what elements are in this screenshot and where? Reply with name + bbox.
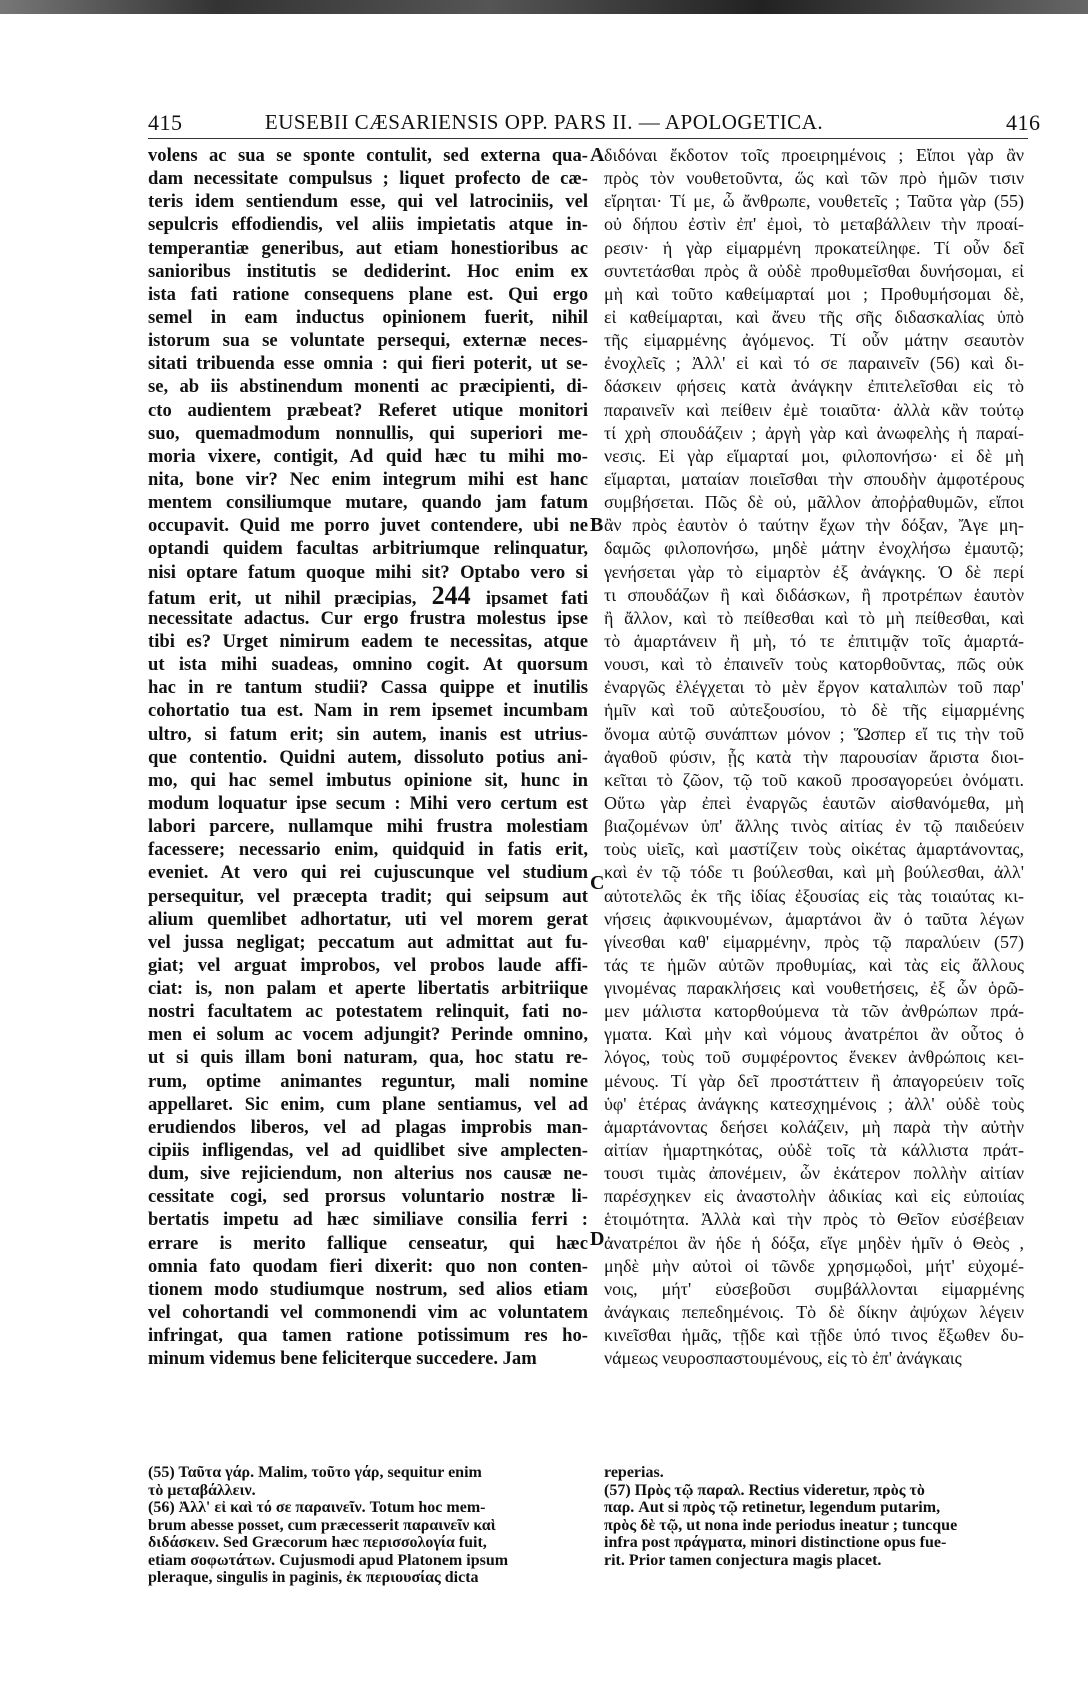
greek-text-line: παραινεῖν καὶ πείθειν ἐμὲ τοιαῦτα· ἀλλὰ κἂν τούτῳ (604, 399, 1024, 420)
greek-text-line: ὄνομα αὐτῷ συνάπτων μόνον ; Ὥσπερ εἴ τις τὴν τοῦ (604, 723, 1024, 744)
latin-text-line: giat; vel arguat improbos, vel probos laude affi- (148, 954, 588, 976)
latin-text-line: omnia fato quodam fieri dixerit: quo non conten- (148, 1255, 588, 1277)
footnotes-left (148, 1464, 588, 1587)
greek-text-line: τάς τε ἡμῶν αὐτῶν προθυμίας, καὶ τὰς εἰς ἄλλους (604, 954, 1024, 975)
latin-text-line: facessere; necessario enim, quidquid in fatis erit, (148, 839, 588, 861)
greek-text-line: νεσις. Εἰ γὰρ εἵμαρταί μοι, φιλοπονήσω· εἰ δὲ μὴ (604, 445, 1024, 466)
latin-text-line: volens ac sua se sponte contulit, sed externa qua- (148, 145, 588, 166)
latin-text-line: nita, bone vir? Nec enim integrum mihi est hanc (148, 468, 588, 490)
latin-text-line: cessitate cogi, sed prorsus voluntario nostræ li- (148, 1186, 588, 1208)
margin-letter-b: B (590, 514, 604, 536)
latin-text-line: vel cohortandi vel commonendi vim ac voluntatem (148, 1302, 588, 1324)
greek-text-line: μεν μάλιστα κατορθούμενα τὰ τῶν ἀνθρώπων πρά- (604, 1001, 1024, 1022)
latin-text-line: ut si quis illam boni naturam, qua, hoc statu re- (148, 1047, 588, 1069)
latin-text-line: nostri facultatem ac potestatem relinquit, fati no- (148, 1001, 588, 1023)
latin-text-line: men ei solum ac vocem adjungit? Perinde omnino, (148, 1024, 588, 1046)
latin-text-line: eveniet. At vero qui rei cujuscunque vel studium (148, 862, 588, 884)
greek-text-line: γενήσεται γὰρ τὸ εἱμαρτὸν ἐξ ἀνάγκης. Ὁ δὲ περί (604, 561, 1024, 582)
latin-text-line: mo, qui hac semel imbutus opinione sit, hunc in (148, 769, 588, 791)
latin-text-line: ultro, si fatum erit; sin autem, inanis est utrius- (148, 723, 588, 745)
latin-text-line: mentem consiliumque mutare, quando jam fatum (148, 492, 588, 514)
footnote-line: παρ. Aut si πρὸς τῷ retinetur, legendum putarim, (604, 1499, 941, 1516)
latin-text-line: istorum sua se voluntate persequi, externæ neces- (148, 330, 588, 352)
footnote-line: διδάσκειν. Sed Græcorum hæc περισσολογία fuit, (148, 1534, 487, 1551)
latin-text-line: dam necessitate compulsus ; liquet profecto de cæ- (148, 168, 588, 190)
greek-text-line: τὸ ἁμαρτάνειν ἢ μὴ, τό τε ἐπιτιμᾷν τοῖς ἁμαρτά- (604, 630, 1024, 651)
latin-column (148, 144, 588, 1370)
greek-text-line: ἂν πρὸς ἑαυτὸν ὁ ταύτην ἔχων τὴν δόξαν, Ἄγε μη- (604, 515, 1024, 536)
greek-text-line: εἰ καθείμαρται, καὶ ἄνευ τῆς σῆς διδασκαλίας ὑπὸ (604, 306, 1024, 327)
footnotes-right (604, 1464, 1024, 1569)
page-number-right: 416 (1006, 110, 1041, 135)
latin-text-line: dum, sive rejiciendum, non alterius nos causæ ne- (148, 1163, 588, 1185)
footnote-line: pleraque, singulis in paginis, ἐκ περιουσίας dicta (148, 1569, 479, 1586)
greek-text-line: συντετάσθαι πρὸς ἃ οὐδὲ προθυμεῖσθαι δυνήσομαι, εἰ (604, 260, 1024, 281)
greek-text-line: τί χρὴ σπουδάζειν ; ἀργὴ γὰρ καὶ ἀνωφελὴς ἡ παραί- (604, 422, 1024, 443)
greek-text-line: μηδὲ μὴν αὐτοὶ οἱ τῶνδε χρησμῳδοὶ, μήτ' εὐχομέ- (604, 1255, 1024, 1276)
latin-text-line: sepulcris effodiendis, vel aliis impietatis atque in- (148, 214, 588, 236)
greek-text-line: ἀνατρέποι ἂν ἡδε ἡ δόξα, εἴγε μηδὲν ἡμῖν ὁ Θεὸς , (604, 1232, 1024, 1253)
margin-letter-d: D (590, 1228, 605, 1250)
latin-text-line: cohortatio tua est. Nam in rem ipsemet incumbam (148, 700, 588, 722)
greek-text-line: νουσι, καὶ τὸ ἐπαινεῖν τοὺς κατορθοῦντας, πῶς οὐκ (604, 654, 1024, 675)
greek-text-line: οὐ δήπου ἐστὶν ἐπ' ἐμοὶ, τὸ μεταβάλλειν τὴν προαί- (604, 214, 1024, 235)
greek-text-line: πρὸς τὸν νουθετοῦντα, ὥς καὶ τῶν πρὸ ἡμῶν τισιν (604, 168, 1024, 189)
greek-text-line: ἐναργῶς ἐλέγχεται τὸ μὲν ἔργον καταλιπὼν τοῦ παρ' (604, 677, 1024, 698)
greek-text-line: παρέσχηκεν εἰς ἀναστολὴν ἀδικίας καὶ εἰς εὐποιίας (604, 1186, 1024, 1207)
footnote-line: reperias. (604, 1464, 664, 1481)
latin-text-line: tionem modo studiumque nostrum, sed alios etiam (148, 1278, 588, 1300)
greek-text-line: ἐνοχλεῖς ; Ἀλλ' εἰ καὶ τό σε παραινεῖν (56) καὶ δι- (604, 353, 1024, 374)
footnote-line: (55) Ταῦτα γάρ. Malim, τοῦτο γάρ, sequitur enim (148, 1464, 482, 1481)
greek-text-line: γματα. Καὶ μὴν καὶ νόμους ἀνατρέποι ἂν οὗτος ὁ (604, 1024, 1024, 1045)
latin-text-line: suo, quemadmodum nonnullis, qui superiori me- (148, 422, 588, 444)
latin-text-line: necessitate adactus. Cur ergo frustra molestus ipse (148, 607, 588, 629)
footnote-line: (57) Πρὸς τῷ παραλ. Rectius videretur, πρὸς τὸ (604, 1481, 925, 1499)
greek-text-line: δαμῶς φιλοπονήσω, μηδὲ μάτην ἐνοχλήσω ἐμαυτῷ; (604, 538, 1024, 559)
greek-text-line: ὑφ' ἑτέρας ἀνάγκης κατεσχημένοις ; ἀλλ' οὐδὲ τοὺς (604, 1093, 1024, 1114)
greek-text-line: ἁμαρτάνοντας δεήσει κολάζειν, μὴ παρὰ τὴν αὐτὴν (604, 1116, 1024, 1137)
greek-text-line: μένους. Τί γὰρ δεῖ προστάττειν ἢ ἀπαγορεύειν τοῖς (604, 1070, 1024, 1091)
greek-text-line: νοις, μήτ' εὐσεβοῦσι συμβάλλονται εἱμαρμένης (604, 1278, 1024, 1299)
greek-text-line: τοὺς υἱεῖς, καὶ μαστίζειν τοὺς οἰκέτας ἁμαρτάνοντας, (604, 839, 1024, 860)
greek-text-line: κινεῖσθαι ἡμᾶς, τῇδε καὶ τῇδε ὑπό τινος ἔξωθεν δυ- (604, 1325, 1024, 1346)
latin-text-line: rum, optime animantes reguntur, mali nomine (148, 1070, 588, 1092)
footnote-line: πρὸς δὲ τῷ, ut nona inde periodus ineatur ; tuncque (604, 1516, 958, 1534)
latin-text-line: ciat: is, non palam et aperte libertatis arbitriique (148, 978, 588, 1000)
latin-text-line-tail: ipsamet fati (485, 587, 588, 607)
latin-text-line: minum videmus bene feliciterque succedere. Jam (148, 1348, 537, 1370)
greek-text-line: εἵμαρται, ματαίαν ποιεῖσθαι τὴν σπουδὴν ἀμφοτέρους (604, 468, 1024, 489)
greek-text-line: νήσεις ἀφικνουμένων, ἁμαρτάνοι ἂν ὁ ταῦτα λέγων (604, 908, 1024, 929)
latin-text-line: persequitur, vel præcepta tradit; qui seipsum aut (148, 885, 588, 907)
latin-text-line: que contentio. Quidni autem, dissoluto potius ani- (148, 746, 588, 768)
greek-text-line: ρεσιν· ἡ γὰρ εἱμαρμένη προκατείληφε. Τί οὖν δεῖ (604, 237, 1024, 258)
greek-text-line: Οὕτω γὰρ ἐπεὶ ἐναργῶς ἑαυτῶν αἰσθανόμεθα, μὴ (604, 792, 1024, 813)
latin-text-line: teris idem sentiendum esse, qui vel latrociniis, vel (148, 191, 588, 213)
latin-text-line: cipiis infligendas, vel ad quidlibet sive amplecten- (148, 1140, 588, 1162)
greek-column (604, 144, 1024, 1370)
greek-text-line: ἢ ἄλλον, καὶ τὸ πείθεσθαι καὶ τὸ μὴ πείθεσθαι, καὶ (604, 607, 1024, 628)
footnote-line: (56) Ἀλλ' εἰ καὶ τό σε παραινεῖν. Totum hoc mem- (148, 1499, 486, 1516)
latin-text-line: semel in eam inductus opinionem fuerit, nihil (148, 306, 588, 328)
latin-text-line: erudiendos liberos, vel ad plagas improbis man- (148, 1116, 588, 1138)
footnote-line: rit. Prior tamen conjectura magis placet. (604, 1551, 882, 1569)
latin-text-line: ut ista mihi suadeas, omnino cogit. At quorsum (148, 654, 588, 676)
footnote-line: τὸ μεταβάλλειν. (148, 1481, 256, 1499)
footnote-line: brum abesse posset, cum præcesserit παραινεῖν καὶ (148, 1516, 496, 1534)
margin-letter-a: A (590, 144, 605, 166)
greek-text-line: δάσκειν φήσεις κατὰ ἀνάγκην ἐπιτελεῖσθαι εἰς τὸ (604, 376, 1024, 397)
page-number-left: 415 (148, 110, 183, 135)
latin-text-line: nisi optare fatum quoque mihi sit? Optabo vero si (148, 561, 588, 583)
latin-text-line: sitati tribuenda esse omnia : qui fieri poterit, ut se- (148, 353, 588, 375)
greek-text-line: ἀνάγκαις πεπεδημένοις. Τὸ δὲ δίκην ἀψύχων λέγειν (604, 1302, 1024, 1323)
latin-text-line: bertatis impetu ad hæc similiave consilia ferri : (148, 1209, 588, 1231)
latin-text-line: labori parcere, nullamque mihi frustra molestiam (148, 816, 588, 838)
greek-text-line: ἀγαθοῦ φύσιν, ᾗς κατὰ τὴν παρουσίαν ἄριστα διοι- (604, 746, 1024, 767)
latin-text-line: modum loquatur ipse secum : Mihi vero certum est (148, 792, 588, 814)
greek-text-line: νάμεως νευροσπαστουμένους, εἰς τὸ ἐπ' ἀνάγκαις (604, 1348, 962, 1369)
greek-text-line: αὐτοτελῶς ἐκ τῆς ἰδίας ἐξουσίας εἰς τὰς τοιαύτας κι- (604, 885, 1024, 906)
margin-letter-c: C (590, 872, 605, 894)
greek-text-line: γινομένας παρακλήσεις καὶ νουθετήσεις, ἐξ ὧν ὁρῶ- (604, 978, 1024, 999)
greek-text-line: καὶ ἐν τῷ τόδε τι βούλεσθαι, καὶ μὴ βούλεσθαι, ἀλλ' (604, 862, 1024, 883)
latin-text-line: sanioribus institutis se dediderint. Hoc enim ex (148, 260, 588, 282)
latin-text-line: optandi quidem facultas arbitriumque relinquatur, (148, 538, 588, 560)
greek-text-line: ἡμῖν καὶ τοῦ αὐτεξουσίου, τὸ δὲ τῆς εἱμαρμένης (604, 700, 1024, 721)
latin-text-line: fatum erit, ut nihil præcipias, 244 ipsamet fati (148, 584, 588, 607)
greek-text-line: λόγος, τοὺς τοῦ συμφέροντος ἕνεκεν ἀνθρώποις κει- (604, 1047, 1024, 1068)
latin-text-line: errare is merito fallique censeatur, qui hæc (148, 1232, 588, 1254)
greek-text-line: εἴρηται· Τί με, ὦ ἄνθρωπε, νουθετεῖς ; Ταῦτα γὰρ (55) (604, 191, 1024, 212)
greek-text-line: ἑτοιμότητα. Ἀλλὰ καὶ τὴν πρὸς τὸ Θεῖον εὐσέβειαν (604, 1209, 1024, 1230)
greek-text-line: γίνεσθαι καθ' εἱμαρμένην, πρὸς τῷ παραλύειν (57) (604, 931, 1024, 952)
latin-text-line: temperantiæ generibus, aut etiam honestioribus ac (148, 237, 588, 259)
latin-text-line: ista fati ratione consequens plane est. Qui ergo (148, 283, 588, 305)
latin-text-line: infringat, qua tamen ratione potissimum res ho- (148, 1325, 588, 1347)
greek-text-line: τῆς εἱμαρμένης ἀγόμενος. Τί οὖν μάτην σεαυτὸν (604, 330, 1024, 351)
greek-text-line: τι σπουδάζων ἢ καὶ διδάσκων, ἢ προτρέπων ἑαυτὸν (604, 584, 1024, 605)
latin-text-line: cto audientem præbeat? Referet utique monitori (148, 399, 588, 421)
footnote-line: infra post πράγματα, minori distinctione opus fue- (604, 1534, 947, 1551)
latin-text-line: hac in re tantum studii? Cassa quippe et inutilis (148, 677, 588, 699)
running-title: EUSEBII CÆSARIENSIS OPP. PARS II. — APOLOGETICA. (264, 110, 824, 134)
greek-text-line: βιαζομένων ὑπ' ἄλλης τινὸς αἰτίας ἐν τῷ παιδεύειν (604, 816, 1024, 837)
inline-page-number: 244 (416, 583, 486, 607)
latin-text-line: moria vixere, contigit, Ad quid hæc tu mihi mo- (148, 445, 588, 467)
header-rule (148, 138, 1028, 139)
latin-text-line: vel jussa negligat; peccatum aut admittat aut fu- (148, 931, 588, 953)
greek-text-line: συμβήσεται. Πῶς δὲ οὐ, μᾶλλον ἀποῤῥαθυμῶν, εἴποι (604, 492, 1024, 513)
latin-text-line: se, ab iis abstinendum monenti ac præcipienti, di- (148, 376, 588, 398)
latin-text-line: alium quemlibet adhortatur, uti vel morem gerat (148, 908, 588, 930)
latin-text-line: occupavit. Quid me porro juvet contendere, ubi ne (148, 515, 588, 537)
latin-text-line: tibi es? Urget nimirum eadem te necessitas, atque (148, 630, 588, 652)
greek-text-line: μὴ καὶ τοῦτο καθείμαρταί μοι ; Προθυμήσομαι δὲ, (604, 283, 1024, 304)
latin-text-line: appellaret. Sic enim, cum plane sentiamus, vel ad (148, 1093, 588, 1115)
footnote-line: etiam σοφωτάτων. Cujusmodi apud Platonem ipsum (148, 1551, 509, 1569)
greek-text-line: κεῖται τὸ ζῶον, τῷ τοῦ κακοῦ προσαγορεύει ὀνόματι. (604, 769, 1024, 790)
greek-text-line: διδόναι ἔκδοτον τοῖς προειρημένοις ; Εἴποι γὰρ ἂν (604, 145, 1024, 165)
greek-text-line: αἰτίαν ἡμαρτηκότας, οὐδὲ τοῖς τὰ κάλλιστα πράτ- (604, 1140, 1024, 1161)
greek-text-line: τουσι τιμὰς ἀπονέμειν, ὧν ἑκάτερον πολλὴν αἰτίαν (604, 1163, 1024, 1184)
